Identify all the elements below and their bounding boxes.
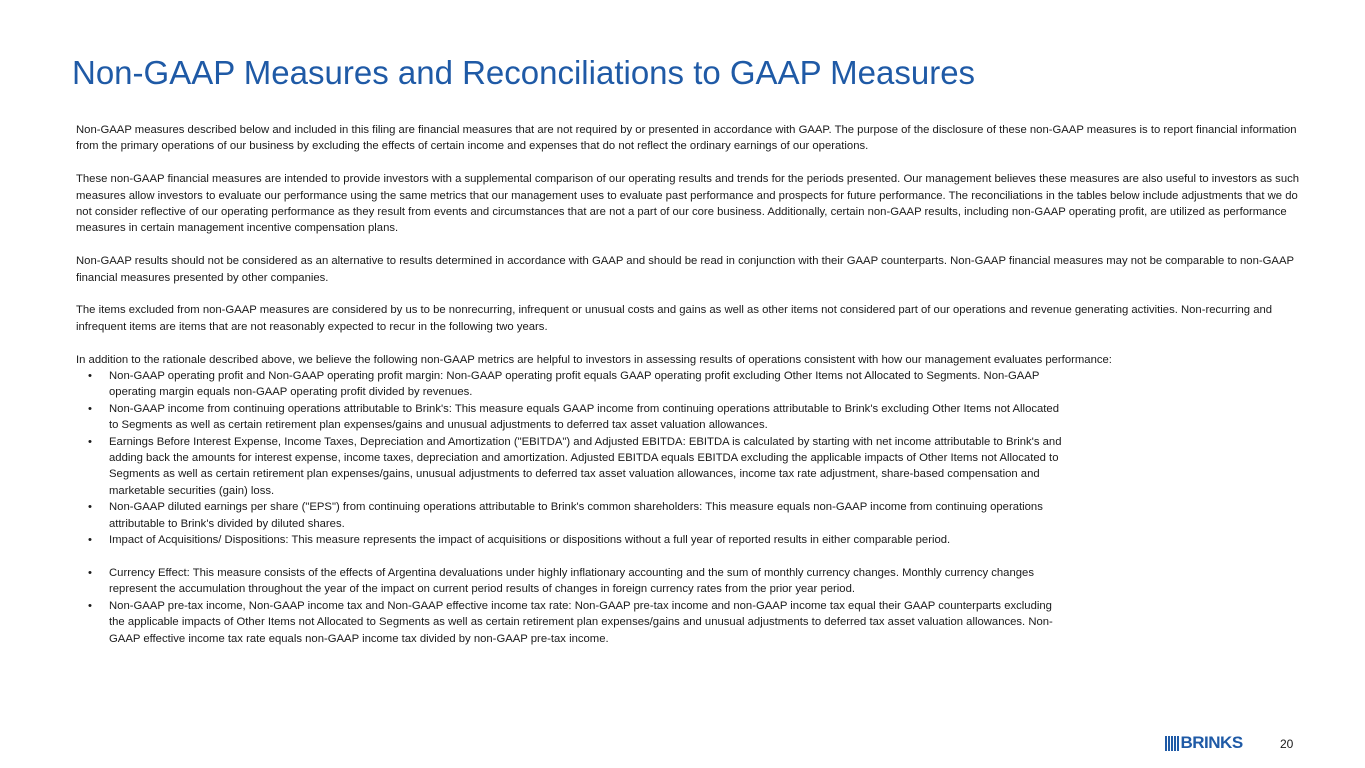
bullet-icon: • <box>88 370 92 383</box>
list-item <box>76 598 1069 647</box>
logo-bars-icon <box>1165 736 1179 751</box>
paragraph: The items excluded from non-GAAP measures are considered by us to be nonrecurring, infrequent or unusual costs and gains as well as other items not considered part of our operations and revenue generating activities. Non-recurring and infrequent items are items that are not reasonably expected to recur in the following two years. <box>76 304 1273 333</box>
page-title: Non-GAAP Measures and Reconciliations to GAAP Measures <box>72 54 976 91</box>
bullet-icon: • <box>88 534 92 547</box>
metrics-intro: In addition to the rationale described above, we believe the following non-GAAP metrics are helpful to investors in assessing results of operations consistent with how our management evaluates performance: <box>76 353 1112 366</box>
list-item-text: Currency Effect: This measure consists of the effects of Argentina devaluations under highly inflationary accounting and the sum of monthly currency changes. Monthly currency changes represent the accumulation throughout the year of the impact on current period results of changes in foreign currency rates from the prior year period. <box>109 566 1034 596</box>
paragraph: Non-GAAP results should not be considered as an alternative to results determined in accordance with GAAP and should be read in conjunction with their GAAP counterparts. Non-GAAP financial measures may not be comparable to non-GAAP financial measures presented by other companies. <box>76 255 1294 284</box>
bullet-icon: • <box>88 501 92 514</box>
metrics-list <box>76 368 1308 647</box>
list-item <box>76 532 1109 548</box>
list-item <box>76 401 1069 434</box>
list-item-text: Non-GAAP diluted earnings per share ("EPS") from continuing operations attributable to Brink's common shareholders: This measure equals non-GAAP income from continuing operations attributable to Brink's divided by diluted shares. <box>109 501 1043 530</box>
bullet-icon: • <box>88 402 92 415</box>
body-text <box>76 122 1308 647</box>
list-item <box>76 499 1069 532</box>
list-item <box>76 434 1069 500</box>
bullet-icon: • <box>88 599 92 612</box>
list-item <box>76 368 1069 401</box>
paragraph: These non-GAAP financial measures are intended to provide investors with a supplemental comparison of our operating results and trends for the periods presented. Our management believes these measures are also useful to investors as such measures allow investors to evaluate our performance using the same metrics that our management uses to evaluate past performance and prospects for future performance. The reconciliations in the tables below include adjustments that we do not consider reflective of our operating performance as they result from events and circumstances that are not a part of our core business. Additionally, certain non-GAAP results, including non-GAAP operating profit, are utilized as performance measures in certain management incentive compensation plans. <box>76 173 1300 235</box>
list-item-text: Non-GAAP pre-tax income, Non-GAAP income tax and Non-GAAP effective income tax rate: Non-GAAP pre-tax income and non-GAAP income tax equal their GAAP counterparts excluding the applicable impacts of Other Items not Allocated to Segments as well as certain retirement plan expenses/gains and unusual adjustments to deferred tax asset valuation allowances. Non-GAAP effective income tax rate equals non-GAAP income tax divided by non-GAAP pre-tax income. <box>109 599 1053 645</box>
brinks-logo <box>1165 735 1243 751</box>
logo-text: BRINKS <box>1180 733 1243 752</box>
page-number: 20 <box>1280 737 1294 751</box>
paragraph: Non-GAAP measures described below and included in this filing are financial measures that are not required by or presented in accordance with GAAP. The purpose of the disclosure of these non-GAAP measures is to report financial information from the primary operations of our business by excluding the effects of certain income and expenses that do not reflect the ordinary earnings of our operations. <box>76 124 1297 153</box>
list-item-text: Impact of Acquisitions/ Dispositions: This measure represents the impact of acquisitions or dispositions without a full year of reported results in either comparable period. <box>109 534 951 547</box>
list-item-text: Earnings Before Interest Expense, Income Taxes, Depreciation and Amortization ("EBITDA") and Adjusted EBITDA: EBITDA is calculated by starting with net income attributable to Brink's and adding back the amounts for interest expense, income taxes, depreciation and amortization. Adjusted EBITDA equals EBITDA excluding the applicable impacts of Other Items not Allocated to Segments as well as certain retirement plan expenses/gains, unusual adjustments to deferred tax asset valuation allowances, income tax rate adjustment, share-based compensation and marketable securities (gain) loss. <box>109 435 1062 497</box>
bullet-icon: • <box>88 435 92 448</box>
list-item <box>76 565 1069 598</box>
bullet-icon: • <box>88 566 92 579</box>
list-item-text: Non-GAAP income from continuing operations attributable to Brink's: This measure equals GAAP income from continuing operations attributable to Brink's excluding Other Items not Allocated to Segments as well as certain retirement plan expenses/gains and unusual adjustments to deferred tax asset valuation allowances. <box>109 402 1059 432</box>
list-item-text: Non-GAAP operating profit and Non-GAAP operating profit margin: Non-GAAP operating profit equals GAAP operating profit excluding Other Items not Allocated to Segments. Non-GAAP operating margin equals non-GAAP operating profit divided by revenues. <box>109 370 1040 399</box>
